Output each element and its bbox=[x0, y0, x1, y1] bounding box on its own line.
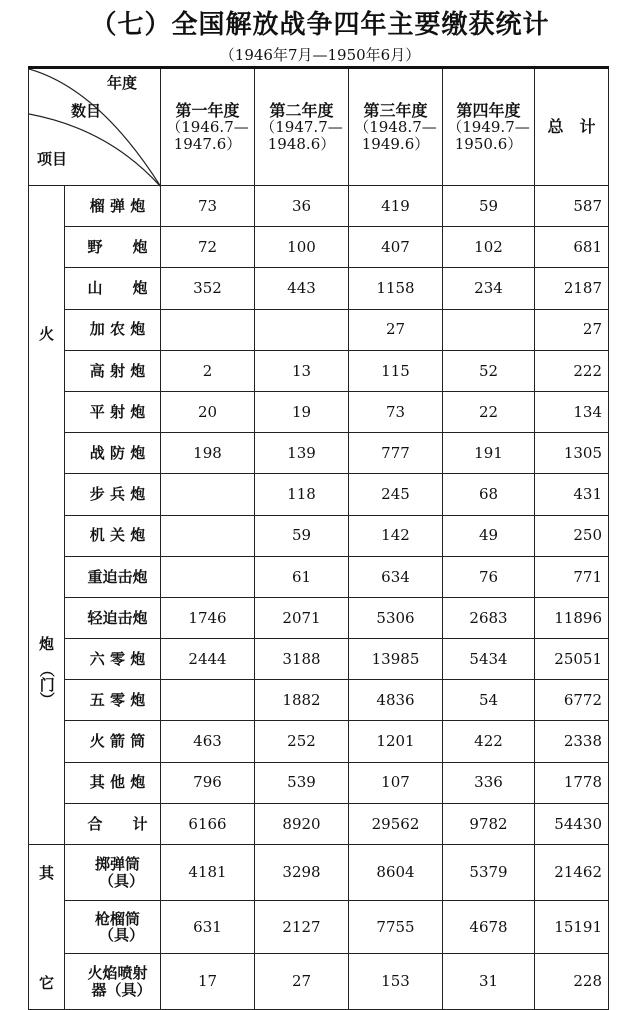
table-cell: 3298 bbox=[255, 845, 349, 901]
table-cell: 1746 bbox=[161, 597, 255, 638]
diagonal-header-cell bbox=[29, 68, 161, 186]
table-cell: 153 bbox=[349, 954, 443, 1010]
table-cell: 20 bbox=[161, 391, 255, 432]
table-cell: 252 bbox=[255, 721, 349, 762]
table-cell: 19 bbox=[255, 391, 349, 432]
table-cell: 68 bbox=[443, 474, 535, 515]
table-row bbox=[29, 474, 609, 515]
table-row bbox=[29, 556, 609, 597]
table-cell: 407 bbox=[349, 227, 443, 268]
diag-label-count: 数目 bbox=[71, 102, 102, 120]
header-row bbox=[29, 68, 609, 186]
table-cell: 76 bbox=[443, 556, 535, 597]
col-header-total: 总 计 bbox=[535, 68, 609, 186]
table-cell: 2187 bbox=[535, 268, 609, 309]
table-row bbox=[29, 433, 609, 474]
table-cell: 107 bbox=[349, 762, 443, 803]
table-cell: 796 bbox=[161, 762, 255, 803]
table-cell: 3188 bbox=[255, 639, 349, 680]
row-label: 野 炮 bbox=[65, 227, 161, 268]
col-header-year1: 第一年度 （1946.7— 1947.6） bbox=[161, 68, 255, 186]
row-label: 步 兵 炮 bbox=[65, 474, 161, 515]
col-header-year2: 第二年度 （1947.7— 1948.6） bbox=[255, 68, 349, 186]
table-cell: 6772 bbox=[535, 680, 609, 721]
table-cell: 777 bbox=[349, 433, 443, 474]
table-cell: 31 bbox=[443, 954, 535, 1010]
table-cell: 52 bbox=[443, 350, 535, 391]
statistics-table bbox=[28, 66, 609, 1010]
diag-label-year: 年度 bbox=[107, 74, 138, 92]
table-cell: 27 bbox=[255, 954, 349, 1010]
table-cell: 222 bbox=[535, 350, 609, 391]
row-label: 平 射 炮 bbox=[65, 391, 161, 432]
table-row bbox=[29, 762, 609, 803]
table-cell: 634 bbox=[349, 556, 443, 597]
group-label-artillery: 火 炮 （门） bbox=[29, 186, 65, 845]
row-label: 山 炮 bbox=[65, 268, 161, 309]
table-cell: 587 bbox=[535, 186, 609, 227]
row-label: 加 农 炮 bbox=[65, 309, 161, 350]
table-cell: 1201 bbox=[349, 721, 443, 762]
table-cell: 4181 bbox=[161, 845, 255, 901]
table-cell: 771 bbox=[535, 556, 609, 597]
row-label: 轻迫击炮 bbox=[65, 597, 161, 638]
table-cell: 6166 bbox=[161, 803, 255, 844]
table-row bbox=[29, 391, 609, 432]
table-cell: 4678 bbox=[443, 901, 535, 954]
table-cell: 431 bbox=[535, 474, 609, 515]
table-cell: 631 bbox=[161, 901, 255, 954]
table-cell: 118 bbox=[255, 474, 349, 515]
row-label: 六 零 炮 bbox=[65, 639, 161, 680]
table-cell: 142 bbox=[349, 515, 443, 556]
table-row bbox=[29, 268, 609, 309]
row-label: 火 箭 筒 bbox=[65, 721, 161, 762]
table-row bbox=[29, 954, 609, 1010]
table-cell: 73 bbox=[161, 186, 255, 227]
table-cell bbox=[255, 309, 349, 350]
table-cell: 15191 bbox=[535, 901, 609, 954]
table-cell: 198 bbox=[161, 433, 255, 474]
table-row bbox=[29, 721, 609, 762]
row-label: 机 关 炮 bbox=[65, 515, 161, 556]
diagonal-lines bbox=[29, 69, 161, 187]
table-cell: 36 bbox=[255, 186, 349, 227]
table-cell: 54430 bbox=[535, 803, 609, 844]
row-label: 五 零 炮 bbox=[65, 680, 161, 721]
table-cell: 27 bbox=[349, 309, 443, 350]
table-cell: 5434 bbox=[443, 639, 535, 680]
table-row bbox=[29, 350, 609, 391]
diag-label-item: 项目 bbox=[37, 150, 68, 168]
table-cell: 191 bbox=[443, 433, 535, 474]
col-header-year3: 第三年度 （1948.7— 1949.6） bbox=[349, 68, 443, 186]
table-row bbox=[29, 515, 609, 556]
table-cell: 352 bbox=[161, 268, 255, 309]
table-cell: 1158 bbox=[349, 268, 443, 309]
table-cell: 2 bbox=[161, 350, 255, 391]
table-cell bbox=[161, 474, 255, 515]
table-cell: 61 bbox=[255, 556, 349, 597]
table-cell: 234 bbox=[443, 268, 535, 309]
table-row bbox=[29, 309, 609, 350]
table-row bbox=[29, 901, 609, 954]
col-header-year4: 第四年度 （1949.7— 1950.6） bbox=[443, 68, 535, 186]
table-cell: 1882 bbox=[255, 680, 349, 721]
table-cell: 228 bbox=[535, 954, 609, 1010]
table-cell: 59 bbox=[443, 186, 535, 227]
page-subtitle: （1946年7月—1950年6月） bbox=[219, 46, 421, 64]
table-cell: 13985 bbox=[349, 639, 443, 680]
table-cell: 22 bbox=[443, 391, 535, 432]
table-row bbox=[29, 803, 609, 844]
table-cell: 115 bbox=[349, 350, 443, 391]
table-cell: 463 bbox=[161, 721, 255, 762]
table-cell: 2683 bbox=[443, 597, 535, 638]
table-cell: 27 bbox=[535, 309, 609, 350]
table-cell: 681 bbox=[535, 227, 609, 268]
table-cell: 7755 bbox=[349, 901, 443, 954]
table-cell bbox=[161, 515, 255, 556]
table-cell: 54 bbox=[443, 680, 535, 721]
table-row bbox=[29, 186, 609, 227]
row-label: 火焰喷射 器（具） bbox=[65, 954, 161, 1010]
row-label: 榴 弹 炮 bbox=[65, 186, 161, 227]
table-cell bbox=[161, 556, 255, 597]
table-cell: 139 bbox=[255, 433, 349, 474]
row-label: 掷弹筒 （具） bbox=[65, 845, 161, 901]
table-cell: 2444 bbox=[161, 639, 255, 680]
row-label: 合 计 bbox=[65, 803, 161, 844]
table-cell: 134 bbox=[535, 391, 609, 432]
table-cell: 1305 bbox=[535, 433, 609, 474]
table-row bbox=[29, 639, 609, 680]
row-label: 枪榴筒 （具） bbox=[65, 901, 161, 954]
table-cell bbox=[443, 309, 535, 350]
table-cell: 1778 bbox=[535, 762, 609, 803]
other-section bbox=[29, 845, 609, 1010]
table-cell: 59 bbox=[255, 515, 349, 556]
table-row bbox=[29, 845, 609, 901]
table-cell: 2127 bbox=[255, 901, 349, 954]
table-cell: 13 bbox=[255, 350, 349, 391]
row-label: 高 射 炮 bbox=[65, 350, 161, 391]
table-cell: 72 bbox=[161, 227, 255, 268]
table-cell: 245 bbox=[349, 474, 443, 515]
table-cell: 443 bbox=[255, 268, 349, 309]
table-cell: 11896 bbox=[535, 597, 609, 638]
table-cell: 539 bbox=[255, 762, 349, 803]
table-row bbox=[29, 597, 609, 638]
table-cell: 4836 bbox=[349, 680, 443, 721]
table-cell: 419 bbox=[349, 186, 443, 227]
row-label: 重迫击炮 bbox=[65, 556, 161, 597]
table-cell: 25051 bbox=[535, 639, 609, 680]
table-cell: 5306 bbox=[349, 597, 443, 638]
table-cell: 49 bbox=[443, 515, 535, 556]
table-cell: 2338 bbox=[535, 721, 609, 762]
table-cell: 21462 bbox=[535, 845, 609, 901]
table-cell: 422 bbox=[443, 721, 535, 762]
table-cell: 250 bbox=[535, 515, 609, 556]
table-cell: 73 bbox=[349, 391, 443, 432]
table-cell bbox=[161, 309, 255, 350]
table-cell bbox=[161, 680, 255, 721]
table-cell: 8604 bbox=[349, 845, 443, 901]
table-cell: 102 bbox=[443, 227, 535, 268]
table-cell: 29562 bbox=[349, 803, 443, 844]
page-title: （七）全国解放战争四年主要缴获统计 bbox=[90, 10, 550, 40]
table-cell: 17 bbox=[161, 954, 255, 1010]
table-cell: 336 bbox=[443, 762, 535, 803]
artillery-section bbox=[29, 186, 609, 845]
table-cell: 8920 bbox=[255, 803, 349, 844]
table-row bbox=[29, 227, 609, 268]
table-cell: 2071 bbox=[255, 597, 349, 638]
row-label: 其 他 炮 bbox=[65, 762, 161, 803]
table-cell: 100 bbox=[255, 227, 349, 268]
table-cell: 5379 bbox=[443, 845, 535, 901]
group-label-other: 其 它 bbox=[29, 845, 65, 1010]
table-row bbox=[29, 680, 609, 721]
table-cell: 9782 bbox=[443, 803, 535, 844]
row-label: 战 防 炮 bbox=[65, 433, 161, 474]
